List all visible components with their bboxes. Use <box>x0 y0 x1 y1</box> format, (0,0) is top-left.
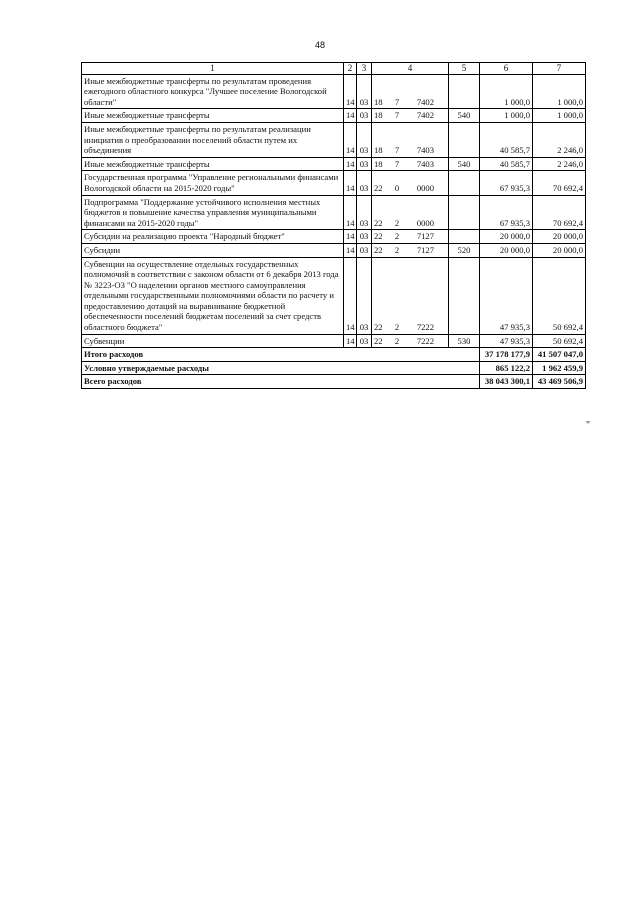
cell-amount-2: 1 000,0 <box>533 109 586 123</box>
conditional-expenses-row <box>82 361 586 375</box>
cell-subsection: 03 <box>357 109 372 123</box>
cell-amount-2: 1 000,0 <box>533 74 586 109</box>
cell-amount-2: 70 692,4 <box>533 171 586 195</box>
total-row <box>82 348 586 362</box>
table-row <box>82 171 586 195</box>
cell-target-code <box>372 74 449 109</box>
cell-subsection: 03 <box>357 257 372 334</box>
cell-amount-1: 20 000,0 <box>480 243 533 257</box>
cell-section: 14 <box>344 243 357 257</box>
row-name: Субвенции <box>82 334 344 348</box>
table-row <box>82 157 586 171</box>
table-header-row <box>82 63 586 75</box>
cell-subsection: 03 <box>357 195 372 230</box>
cell-expense-type <box>449 171 480 195</box>
cell-amount-2: 50 692,4 <box>533 257 586 334</box>
cell-section: 14 <box>344 109 357 123</box>
code-subprogram: 7 <box>394 96 400 107</box>
code-program: 22 <box>374 182 383 193</box>
code-subprogram: 2 <box>394 322 400 333</box>
code-subprogram: 2 <box>394 335 400 346</box>
code-subprogram: 2 <box>394 244 400 255</box>
cell-expense-type <box>449 257 480 334</box>
code-direction: 0000 <box>416 182 434 193</box>
cell-section: 14 <box>344 171 357 195</box>
cell-expense-type <box>449 230 480 244</box>
column-header: 1 <box>82 63 344 75</box>
cell-subsection: 03 <box>357 171 372 195</box>
code-subprogram: 2 <box>394 217 400 228</box>
code-program: 18 <box>374 158 383 169</box>
row-name: Иные межбюджетные трансферты <box>82 109 344 123</box>
cell-expense-type <box>449 74 480 109</box>
code-direction: 7402 <box>416 110 434 121</box>
code-program: 22 <box>374 244 383 255</box>
row-name: Субсидии <box>82 243 344 257</box>
column-header: 4 <box>372 63 449 75</box>
table-row <box>82 257 586 334</box>
cell-amount-2: 20 000,0 <box>533 230 586 244</box>
code-direction: 0000 <box>416 217 434 228</box>
row-name: Субвенции на осуществление отдельных государственных полномочий в соответствии с законом области от 6 декабря 2013 года № 3223-ОЗ "О наделении органов местного самоуправления отдельными государственными полномочиями области по расчету и предоставлению дотаций на выравнивание бюджетной обеспеченности поселений бюджетам поселений за счет средств областного бюджета" <box>82 257 344 334</box>
cell-target-code <box>372 122 449 157</box>
cell-section: 14 <box>344 122 357 157</box>
cell-expense-type: 540 <box>449 157 480 171</box>
cell-amount-1: 40 585,7 <box>480 122 533 157</box>
cell-amount-2: 2 246,0 <box>533 122 586 157</box>
cell-section: 14 <box>344 334 357 348</box>
row-name: Иные межбюджетные трансферты <box>82 157 344 171</box>
conditional-expenses-amount-2: 1 962 459,9 <box>533 361 586 375</box>
cell-target-code <box>372 195 449 230</box>
cell-expense-type: 540 <box>449 109 480 123</box>
cell-amount-1: 47 935,3 <box>480 257 533 334</box>
code-program: 22 <box>374 231 383 242</box>
cell-amount-2: 20 000,0 <box>533 243 586 257</box>
cell-target-code <box>372 257 449 334</box>
cell-subsection: 03 <box>357 230 372 244</box>
code-direction: 7222 <box>416 335 434 346</box>
cell-expense-type: 520 <box>449 243 480 257</box>
closing-quote: " <box>586 420 591 431</box>
code-program: 22 <box>374 335 383 346</box>
code-subprogram: 0 <box>394 182 400 193</box>
table-row <box>82 230 586 244</box>
code-subprogram: 2 <box>394 231 400 242</box>
column-header: 6 <box>480 63 533 75</box>
grand-total-label: Всего расходов <box>82 375 480 389</box>
cell-amount-1: 47 935,3 <box>480 334 533 348</box>
code-program: 22 <box>374 217 383 228</box>
cell-amount-2: 70 692,4 <box>533 195 586 230</box>
cell-subsection: 03 <box>357 334 372 348</box>
cell-target-code <box>372 171 449 195</box>
cell-section: 14 <box>344 257 357 334</box>
grand-total-amount-2: 43 469 506,9 <box>533 375 586 389</box>
cell-amount-1: 20 000,0 <box>480 230 533 244</box>
cell-section: 14 <box>344 157 357 171</box>
cell-amount-1: 67 935,3 <box>480 195 533 230</box>
cell-target-code <box>372 109 449 123</box>
cell-subsection: 03 <box>357 157 372 171</box>
row-name: Государственная программа "Управление региональными финансами Вологодской области на 2015-2020 годы" <box>82 171 344 195</box>
cell-amount-1: 1 000,0 <box>480 109 533 123</box>
code-direction: 7402 <box>416 96 434 107</box>
column-header: 7 <box>533 63 586 75</box>
cell-subsection: 03 <box>357 74 372 109</box>
grand-total-row <box>82 375 586 389</box>
code-direction: 7127 <box>416 244 434 255</box>
budget-table <box>81 62 586 389</box>
code-program: 18 <box>374 96 383 107</box>
table-row <box>82 122 586 157</box>
code-direction: 7403 <box>416 145 434 156</box>
cell-section: 14 <box>344 195 357 230</box>
row-name: Субсидии на реализацию проекта "Народный бюджет" <box>82 230 344 244</box>
cell-section: 14 <box>344 230 357 244</box>
code-direction: 7222 <box>416 322 434 333</box>
grand-total-amount-1: 38 043 300,1 <box>480 375 533 389</box>
cell-amount-2: 50 692,4 <box>533 334 586 348</box>
code-subprogram: 7 <box>394 110 400 121</box>
table-row <box>82 109 586 123</box>
cell-target-code <box>372 334 449 348</box>
cell-amount-2: 2 246,0 <box>533 157 586 171</box>
code-program: 22 <box>374 322 383 333</box>
cell-target-code <box>372 243 449 257</box>
cell-subsection: 03 <box>357 243 372 257</box>
page-number: 48 <box>314 40 325 50</box>
row-name: Иные межбюджетные трансферты по результатам проведения ежегодного областного конкурса "Лучшее поселение Вологодской области" <box>82 74 344 109</box>
row-name: Иные межбюджетные трансферты по результатам реализации инициатив о преобразовании поселений области путем их объединения <box>82 122 344 157</box>
cell-target-code <box>372 157 449 171</box>
column-header: 5 <box>449 63 480 75</box>
total-amount-1: 37 178 177,9 <box>480 348 533 362</box>
table-row <box>82 334 586 348</box>
cell-amount-1: 40 585,7 <box>480 157 533 171</box>
code-direction: 7127 <box>416 231 434 242</box>
cell-subsection: 03 <box>357 122 372 157</box>
cell-expense-type <box>449 122 480 157</box>
total-label: Итого расходов <box>82 348 480 362</box>
code-program: 18 <box>374 110 383 121</box>
row-name: Подпрограмма "Поддержание устойчивого исполнения местных бюджетов и повышение качества управления муниципальными финансами на 2015-2020 годы" <box>82 195 344 230</box>
table-row <box>82 243 586 257</box>
total-amount-2: 41 507 047,0 <box>533 348 586 362</box>
table-row <box>82 195 586 230</box>
code-direction: 7403 <box>416 158 434 169</box>
cell-section: 14 <box>344 74 357 109</box>
cell-amount-1: 1 000,0 <box>480 74 533 109</box>
table-row <box>82 74 586 109</box>
code-subprogram: 7 <box>394 158 400 169</box>
conditional-expenses-amount-1: 865 122,2 <box>480 361 533 375</box>
cell-expense-type: 530 <box>449 334 480 348</box>
code-program: 18 <box>374 145 383 156</box>
column-header: 3 <box>357 63 372 75</box>
cell-expense-type <box>449 195 480 230</box>
column-header: 2 <box>344 63 357 75</box>
cell-amount-1: 67 935,3 <box>480 171 533 195</box>
conditional-expenses-label: Условно утверждаемые расходы <box>82 361 480 375</box>
cell-target-code <box>372 230 449 244</box>
code-subprogram: 7 <box>394 145 400 156</box>
